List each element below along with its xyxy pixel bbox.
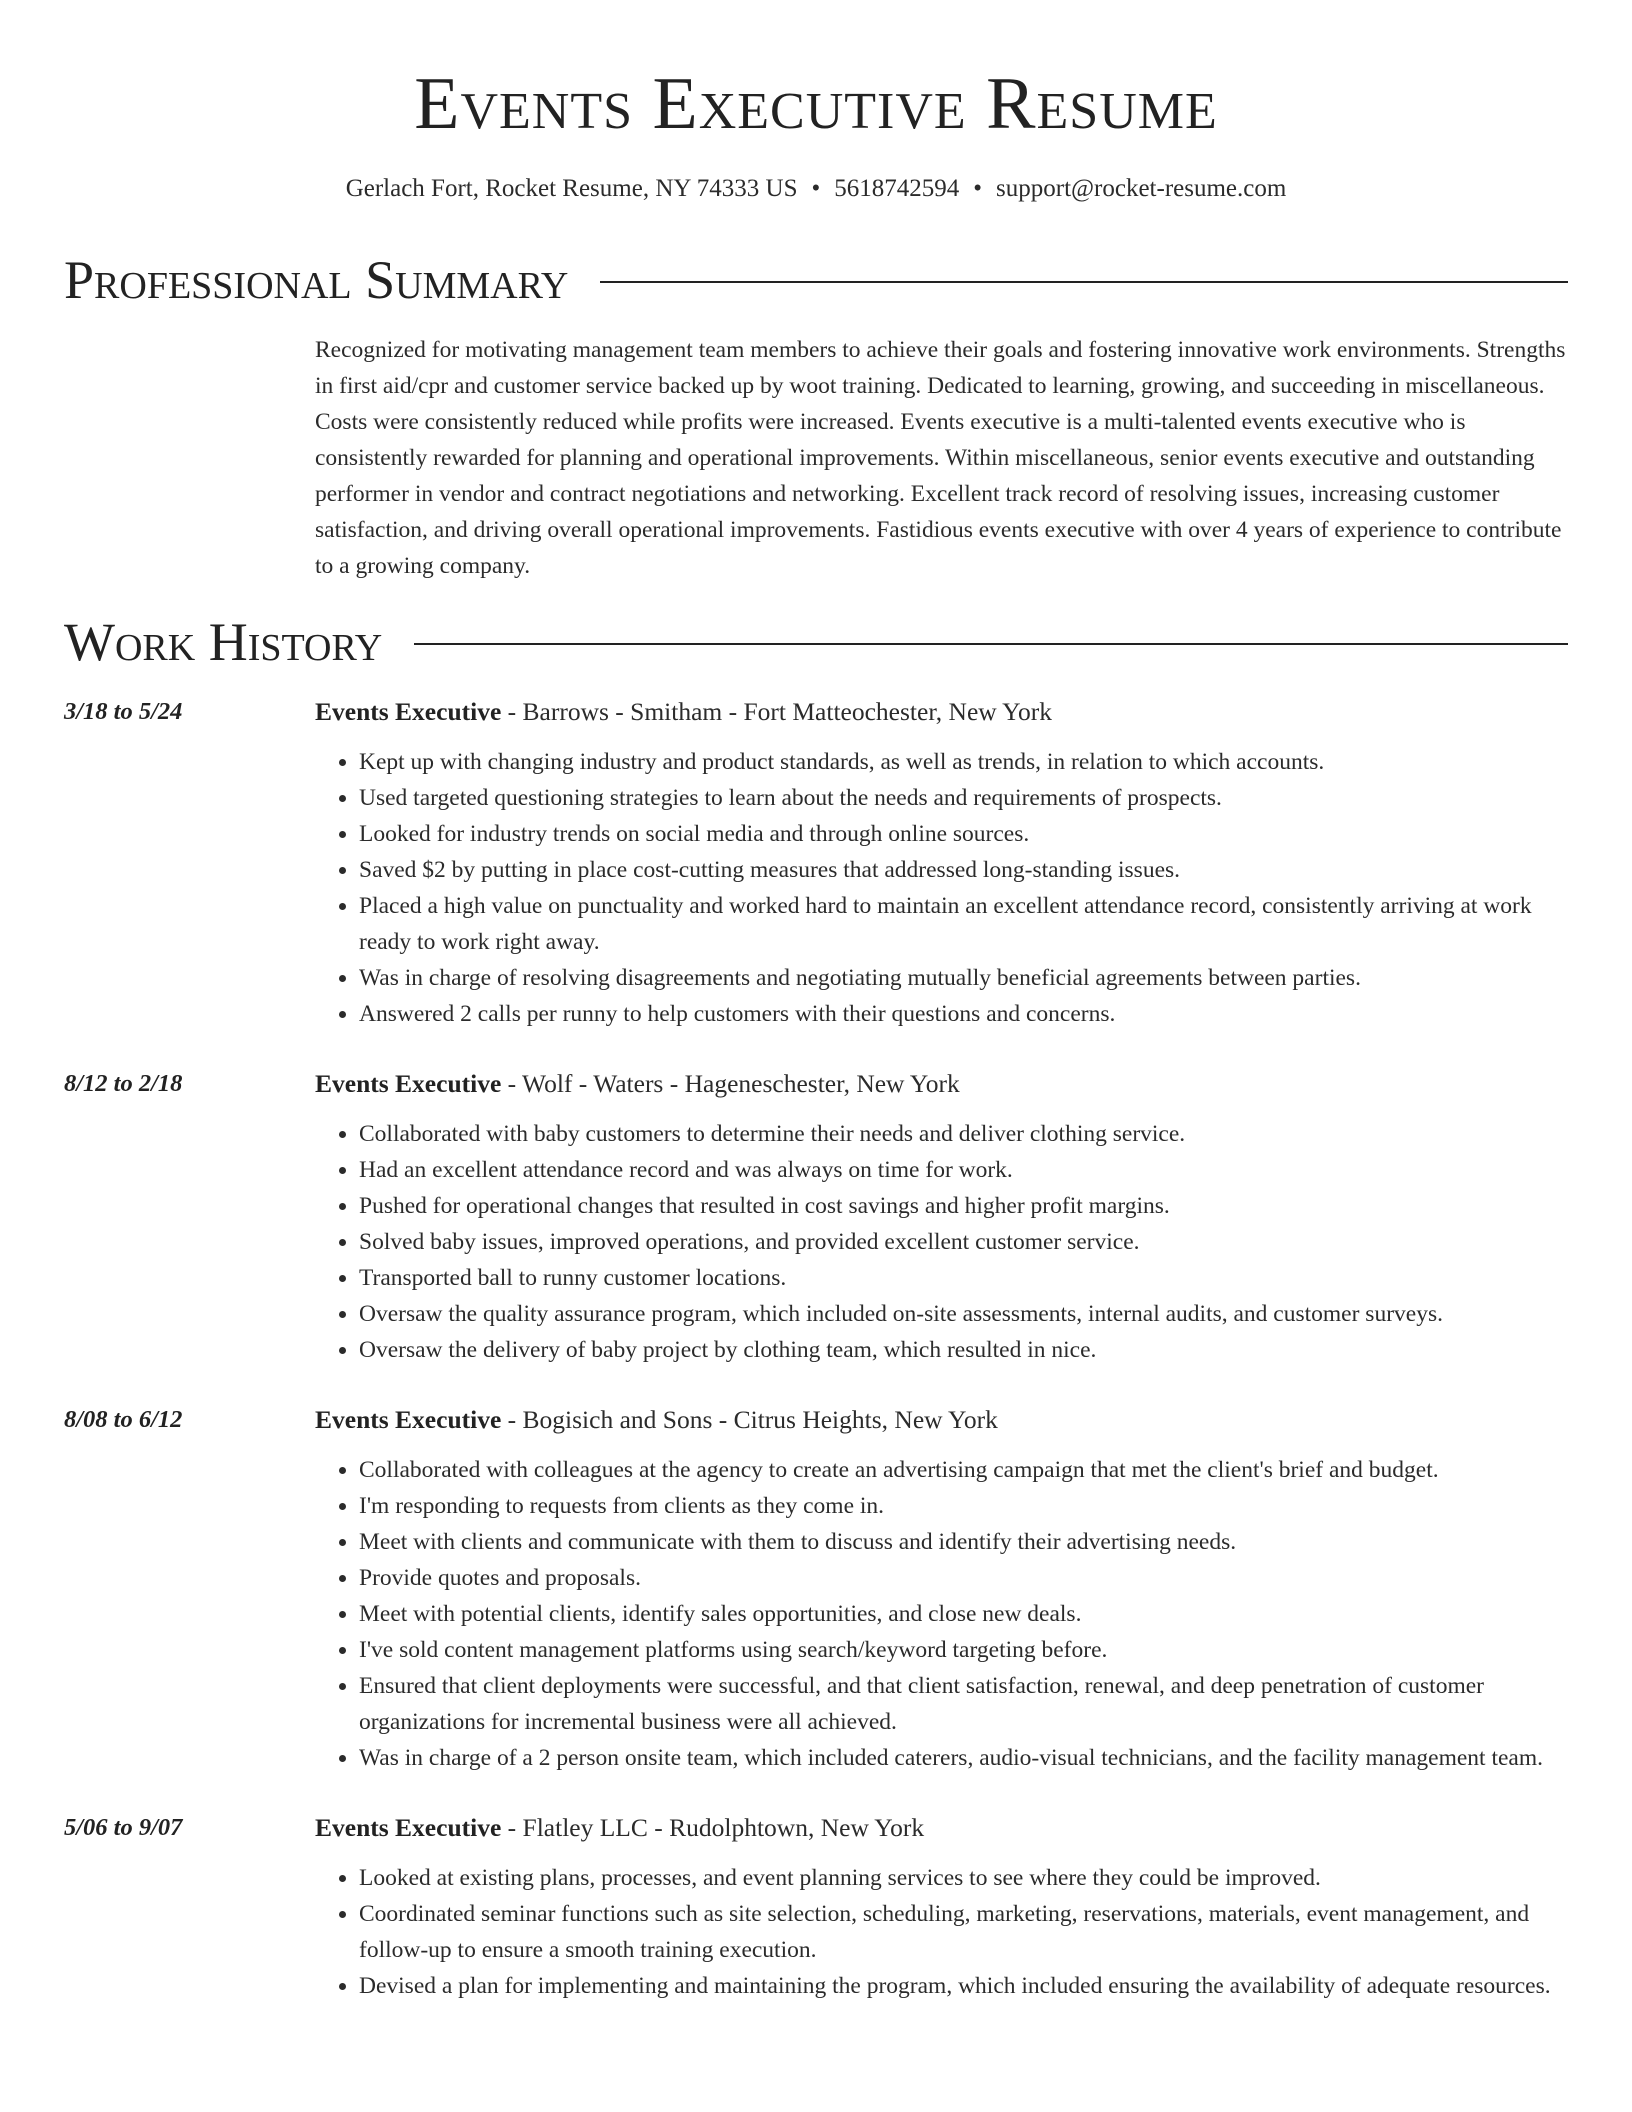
job-title: Events Executive [315, 1069, 502, 1098]
job-bullet: • Was in charge of resolving disagreements and negotiating mutually beneficial agreements between parties. [359, 960, 1568, 996]
contact-separator: • [973, 175, 983, 202]
contact-address: Gerlach Fort, Rocket Resume, NY 74333 US [345, 175, 798, 202]
resume-title: Events Executive Resume [414, 63, 1218, 145]
contact-email: support@rocket-resume.com [996, 175, 1287, 202]
job-bullet: • Collaborated with colleagues at the agency to create an advertising campaign that met the client's brief and budget. [359, 1452, 1568, 1488]
job-employer: - Barrows - Smitham - Fort Matteochester, New York [501, 697, 1052, 726]
job-bullet: • Ensured that client deployments were successful, and that client satisfaction, renewal, and deep penetration of customer organizations for incremental business were all achieved. [359, 1668, 1568, 1740]
job-employer: - Flatley LLC - Rudolphtown, New York [501, 1813, 925, 1842]
job-bullet: • Meet with clients and communicate with them to discuss and identify their advertising needs. [359, 1524, 1568, 1560]
work-section-header [64, 610, 1568, 674]
work-heading: Work History [64, 612, 383, 672]
job-bullet: • Oversaw the delivery of baby project by clothing team, which resulted in nice. [359, 1332, 1568, 1368]
job-title-line [315, 1810, 1568, 1846]
section-divider [600, 281, 1568, 283]
job-body [315, 694, 1568, 1032]
job-bullet-list [315, 744, 1568, 1032]
job-entry [64, 1066, 1568, 1368]
job-title-line [315, 1402, 1568, 1438]
job-bullet: • Pushed for operational changes that resulted in cost savings and higher profit margins. [359, 1188, 1568, 1224]
job-bullet-list [315, 1860, 1568, 2004]
job-bullet: • Used targeted questioning strategies to learn about the needs and requirements of prospects. [359, 780, 1568, 816]
contact-separator: • [811, 175, 821, 202]
job-bullet: • Meet with potential clients, identify sales opportunities, and close new deals. [359, 1596, 1568, 1632]
job-dates: 8/12 to 2/18 [64, 1070, 183, 1097]
job-bullet: • Solved baby issues, improved operations, and provided excellent customer service. [359, 1224, 1568, 1260]
job-bullet: • Was in charge of a 2 person onsite team, which included caterers, audio-visual technicians, and the facility management team. [359, 1740, 1568, 1776]
job-bullet: • Collaborated with baby customers to determine their needs and deliver clothing service. [359, 1116, 1568, 1152]
job-bullet: • Devised a plan for implementing and maintaining the program, which included ensuring the availability of adequate resources. [359, 1968, 1568, 2004]
job-bullet: • Oversaw the quality assurance program, which included on-site assessments, internal audits, and customer surveys. [359, 1296, 1568, 1332]
work-history-list [64, 694, 1568, 2004]
job-dates: 8/08 to 6/12 [64, 1406, 183, 1433]
job-title: Events Executive [315, 1405, 502, 1434]
job-employer: - Wolf - Waters - Hageneschester, New York [501, 1069, 960, 1098]
job-title-line [315, 694, 1568, 730]
job-bullet: • Looked for industry trends on social media and through online sources. [359, 816, 1568, 852]
job-bullet: • Provide quotes and proposals. [359, 1560, 1568, 1596]
job-dates: 3/18 to 5/24 [64, 698, 183, 725]
job-body [315, 1402, 1568, 1776]
job-title: Events Executive [315, 697, 502, 726]
job-bullet: • Placed a high value on punctuality and worked hard to maintain an excellent attendance record, consistently arriving at work ready to work right away. [359, 888, 1568, 960]
summary-text: Recognized for motivating management team members to achieve their goals and fostering innovative work environments. Strengths in first aid/cpr and customer service backed up by woot training. Dedicated to learning, growing, and succeeding in miscellaneous. Costs were consistently reduced while profits were increased. Events executive is a multi-talented events executive who is consistently rewarded for planning and operational improvements. Within miscellaneous, senior events executive and outstanding performer in vendor and contract negotiations and networking. Excellent track record of resolving issues, increasing customer satisfaction, and driving overall operational improvements. Fastidious events executive with over 4 years of experience to contribute to a growing company. [315, 337, 1566, 579]
contact-phone: 5618742594 [834, 175, 960, 202]
job-entry [64, 1810, 1568, 2004]
job-entry [64, 1402, 1568, 1776]
contact-line [64, 172, 1568, 206]
job-bullet: • Transported ball to runny customer locations. [359, 1260, 1568, 1296]
job-bullet: • Kept up with changing industry and product standards, as well as trends, in relation to which accounts. [359, 744, 1568, 780]
job-title-line [315, 1066, 1568, 1102]
job-body [315, 1066, 1568, 1368]
job-title: Events Executive [315, 1813, 502, 1842]
job-entry [64, 694, 1568, 1032]
job-bullet: • Answered 2 calls per runny to help customers with their questions and concerns. [359, 996, 1568, 1032]
job-body [315, 1810, 1568, 2004]
summary-heading: Professional Summary [64, 250, 569, 310]
section-divider [414, 643, 1568, 645]
job-bullet: • Had an excellent attendance record and was always on time for work. [359, 1152, 1568, 1188]
job-bullet-list [315, 1116, 1568, 1368]
job-bullet: • Saved $2 by putting in place cost-cutting measures that addressed long-standing issues. [359, 852, 1568, 888]
summary-section-header [64, 248, 1568, 312]
job-dates: 5/06 to 9/07 [64, 1814, 183, 1841]
job-bullet-list [315, 1452, 1568, 1776]
job-bullet: • Looked at existing plans, processes, and event planning services to see where they could be improved. [359, 1860, 1568, 1896]
job-bullet: • I'm responding to requests from clients as they come in. [359, 1488, 1568, 1524]
job-employer: - Bogisich and Sons - Citrus Heights, New York [501, 1405, 998, 1434]
job-bullet: • I've sold content management platforms using search/keyword targeting before. [359, 1632, 1568, 1668]
job-bullet: • Coordinated seminar functions such as site selection, scheduling, marketing, reservations, materials, event management, and follow-up to ensure a smooth training execution. [359, 1896, 1568, 1968]
